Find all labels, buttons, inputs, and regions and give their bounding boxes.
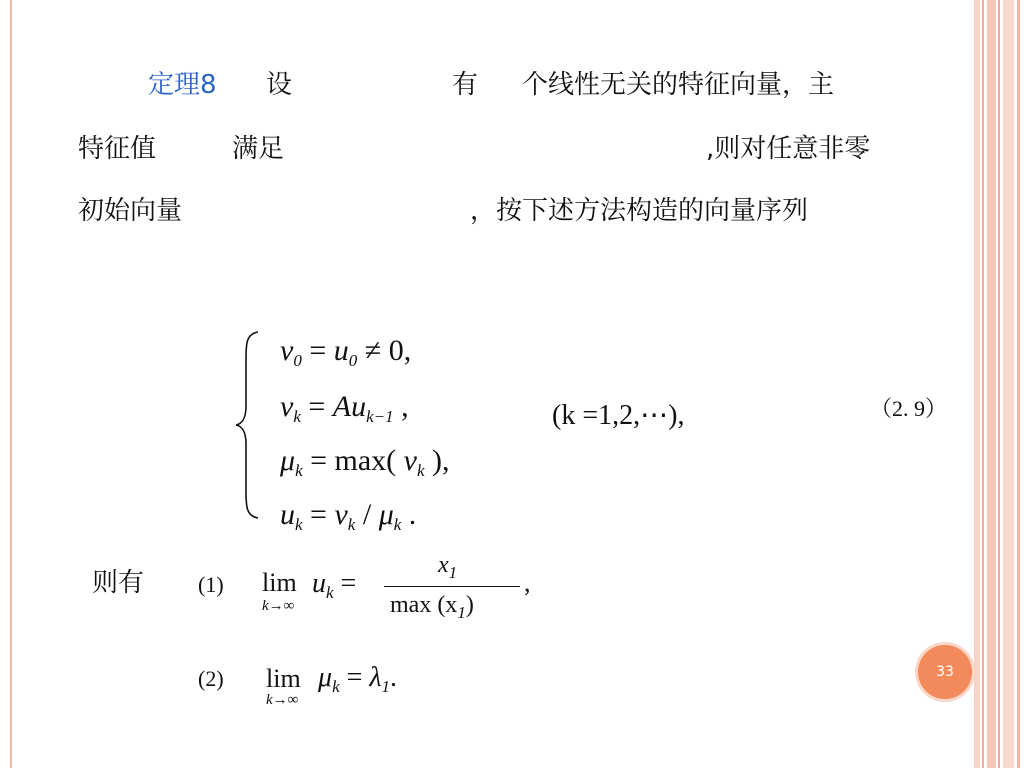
system-eq-1: $v_0 = u_0 \ne 0$, [280, 334, 412, 370]
theorem-text-1c: 个线性无关的特征向量，主 [522, 70, 835, 100]
theorem-text-1a: 设 [266, 70, 293, 100]
theorem-text-2c: ,则对任意非零 [706, 134, 871, 164]
theorem-text-3b: ，按下述方法构造的向量序列 [470, 196, 809, 226]
result-1-index: (1) [198, 572, 224, 597]
system-brace [234, 330, 262, 520]
result-1-tail: , [524, 568, 531, 597]
system-range: (k =1,2,⋯), [552, 400, 685, 431]
result-1-var: $u_k$ = [312, 568, 357, 602]
result-1-numerator: $x_1$ [438, 552, 458, 582]
result-2-lim: lim [266, 664, 301, 693]
theorem-text-3a: 初始向量 [78, 196, 183, 226]
theorem-label: 定理8 [148, 70, 217, 100]
results-label: 则有 [92, 568, 145, 598]
system-eq-2: $v_k = Au_{k-1}$ , [280, 390, 409, 426]
left-border-line [10, 0, 12, 768]
theorem-text-1b: 有 [452, 70, 479, 100]
equation-number: （2. 9） [870, 396, 948, 421]
result-1-lim-sub: k→∞ [262, 598, 295, 614]
theorem-text-2a: 特征值 [78, 134, 157, 164]
result-2-lim-sub: k→∞ [266, 692, 299, 708]
result-2-expression: $\mu_k = \lambda_1$. [318, 662, 398, 696]
theorem-text-2b: 满足 [232, 134, 285, 164]
right-decorative-stripes [974, 0, 1024, 768]
result-2-index: (2) [198, 666, 224, 691]
result-1-lim: lim [262, 568, 297, 597]
result-1-fraction-bar [384, 586, 520, 587]
result-1-denominator: $\max (x_1)$ [390, 592, 474, 622]
page-number-badge: 33 [918, 645, 972, 699]
system-eq-3: $\mu_k = \max$( $v_k$ ), [280, 444, 450, 480]
system-eq-4: $u_k = v_k / \mu_k$ . [280, 498, 417, 534]
